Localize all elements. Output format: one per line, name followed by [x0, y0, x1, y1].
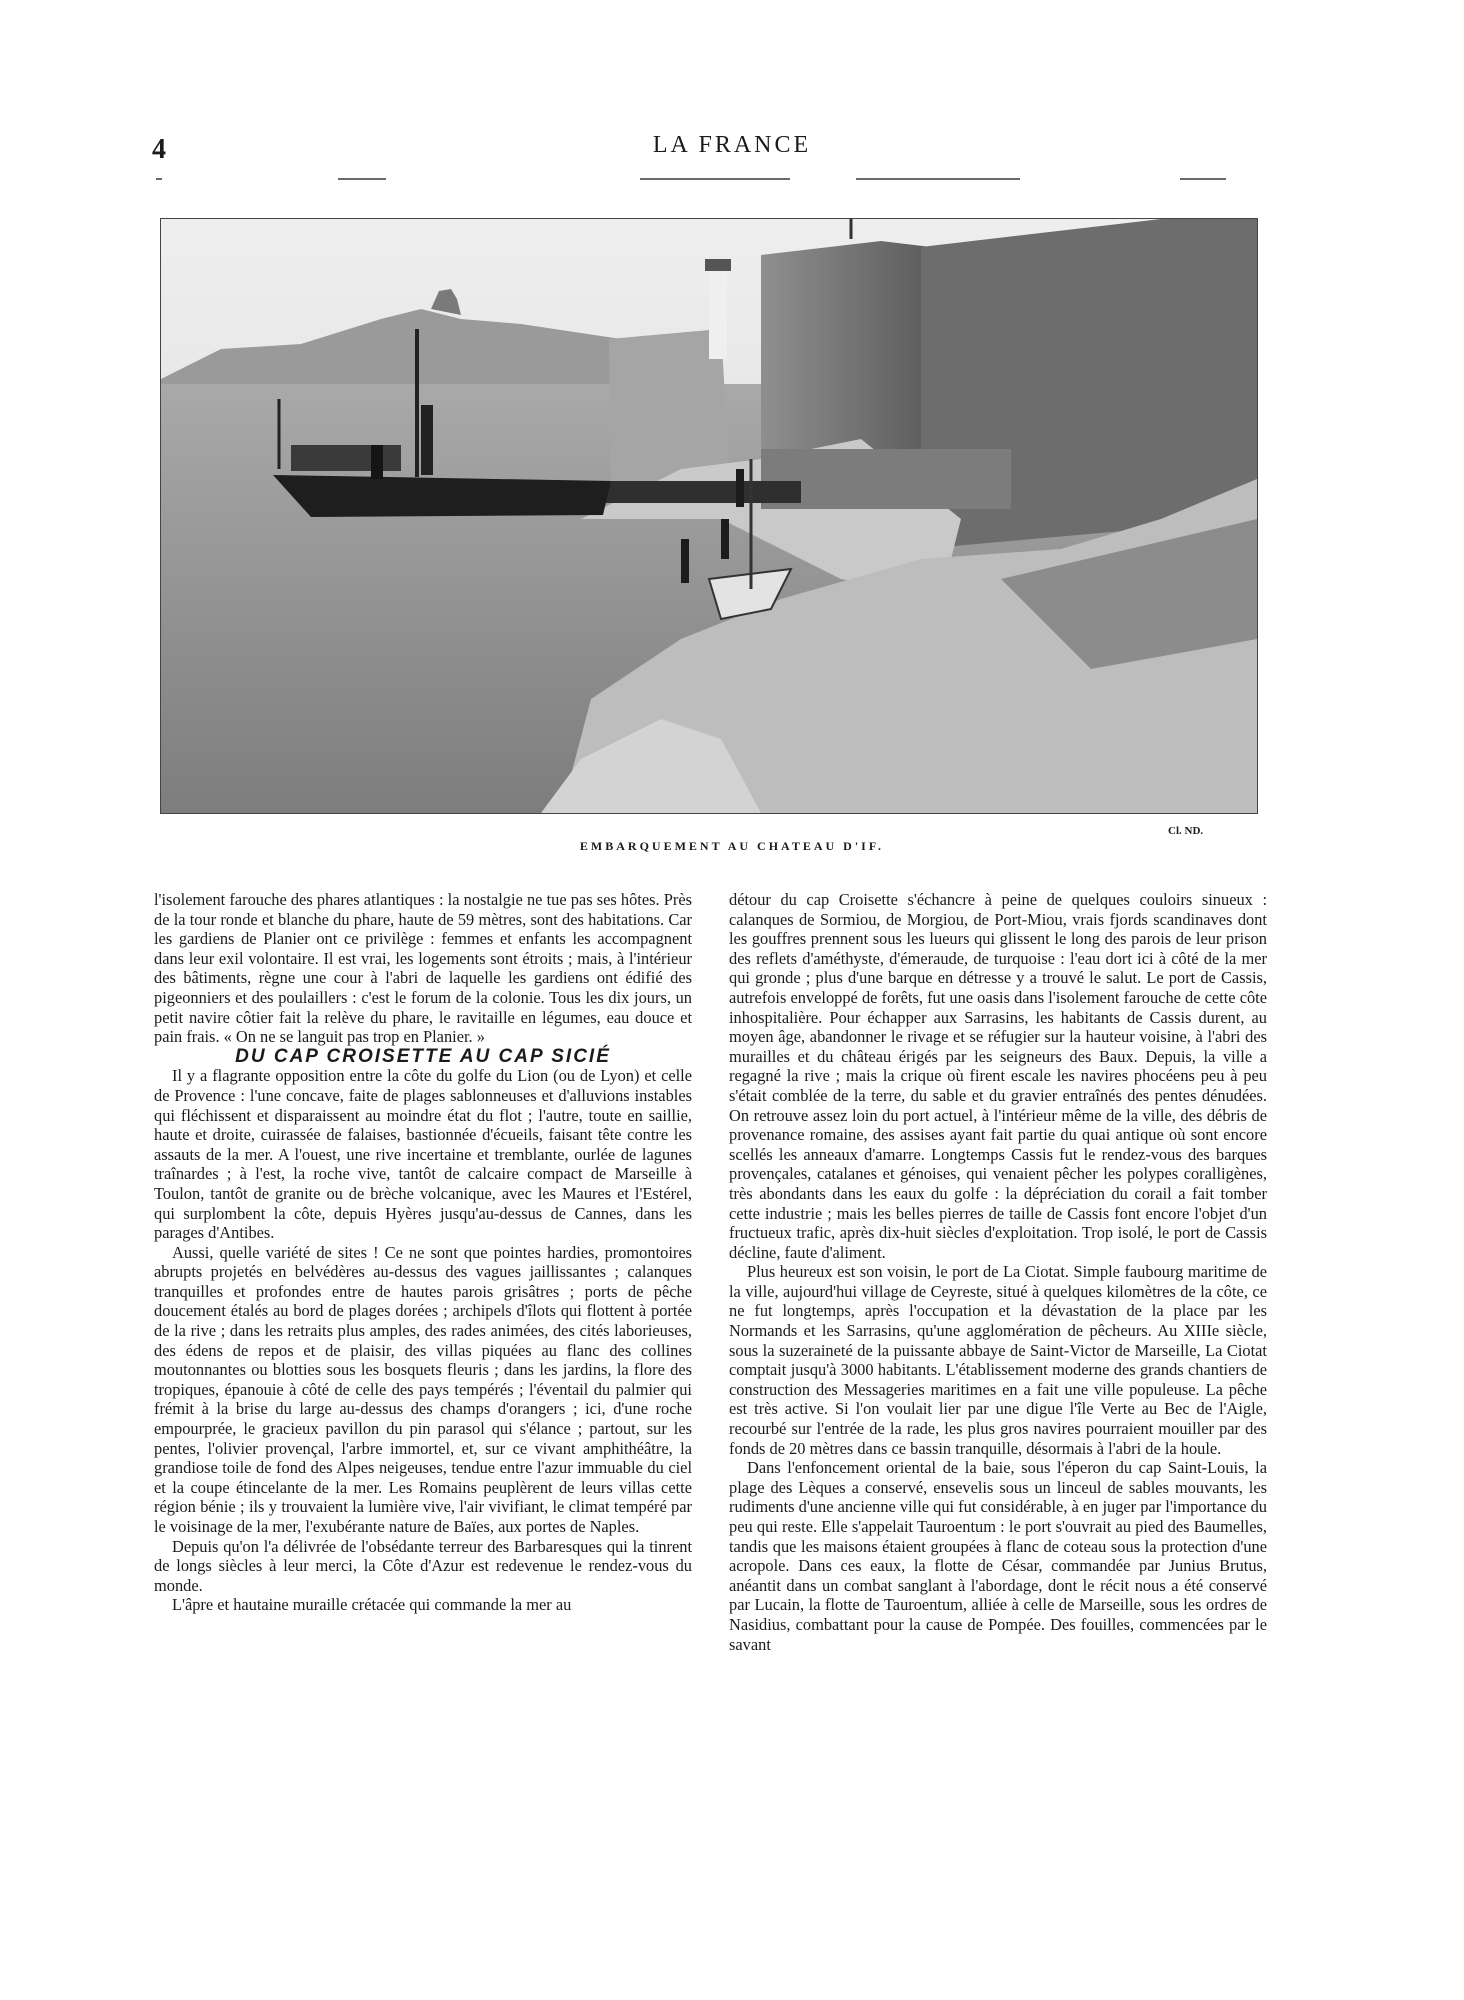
body-paragraph: Il y a flagrante opposition entre la côte du golfe du Lion (ou de Lyon) et celle de Provence : l'une concave, faite de plages sablonneuses et d'alluvions instables qui fléchissent et disparaissent au moindre état du flot ; l'autre, toute en saillie, haute et droite, cuirassée de falaises, bastionnée d'écueils, faisant tête contre les assauts de la mer. A l'ouest, une rive incertaine et tremblante, ourlée de lagunes traînardes ; à l'est, la roche vive, tantôt de calcaire compact de Marseille à Toulon, tantôt de granite ou de brèche volcanique, avec les Maures et l'Estérel, qui surplombent la côte, depuis Hyères jusqu'au-dessus de Cannes, dans les parages d'Antibes. [154, 1066, 692, 1243]
header-rule [856, 178, 1020, 180]
page-number: 4 [152, 134, 166, 165]
header-rule [156, 178, 162, 180]
photo-caption: EMBARQUEMENT AU CHATEAU D'IF. [579, 839, 885, 853]
photo-embarkation [160, 218, 1258, 814]
header-rule [338, 178, 386, 180]
header-rule [640, 178, 790, 180]
section-title: DU CAP CROISETTE AU CAP SICIÉ [235, 1045, 611, 1067]
body-paragraph: L'âpre et hautaine muraille crétacée qui commande la mer au [172, 1595, 572, 1615]
photo-credit: Cl. ND. [1168, 825, 1204, 837]
body-paragraph: Plus heureux est son voisin, le port de La Ciotat. Simple faubourg maritime de la ville, aujourd'hui village de Ceyreste, situé à quelques kilomètres de la côte, ce ne fut longtemps, après l'occupation et la dévastation de la place par les Normands et les Sarrasins, qu'une agglomération de pêcheurs. Au XIIIe siècle, sous la suzeraineté de la puissante abbaye de Saint-Victor de Marseille, La Ciotat comptait jusqu'à 3000 habitants. L'établissement moderne des grands chantiers de construction des Messageries maritimes en a fait une ville populeuse. La pêche est très active. Si l'on voulait lier par une digue l'île Verte au Bec de l'Aigle, recourbé sur l'entrée de la rade, les plus gros navires pourraient mouiller par des fonds de 20 mètres dans ce bassin tranquille, désormais à l'abri de la houle. [729, 1262, 1267, 1458]
body-paragraph: Aussi, quelle variété de sites ! Ce ne sont que pointes hardies, promontoires abrupts projetés en belvédères au-dessus des vagues jaillissantes ; calanques tranquilles et profondes entre de hautes parois grisâtres ; ports de pêche doucement étalés au bord de plages dorées ; archipels d'îlots qui flottent à portée de la rive ; dans les retraits plus amples, des rades animées, des cités laborieuses, des édens de repos et de plaisir, des villas piquées au flanc des collines moutonnantes ou blotties sous les bosquets fleuris ; dans les jardins, la flore des tropiques, épanouie à côté de celle des pays tempérés ; l'éventail du palmier qui frémit à la brise du large au-dessus des champs d'orangers ; ici, d'une roche empourprée, le gracieux pavillon du pin parasol qui s'élance ; partout, sur les pentes, l'olivier provençal, l'arbre immortel, et, sur ce vivant amphithéâtre, la grandiose toile de fond des Alpes neigeuses, tendue entre l'azur immuable du ciel et la coupe étincelante de la mer. Les Romains peuplèrent de leurs villas cette région bénie ; ils y trouvaient la lumière vive, l'air vivifiant, le climat tempéré par le voisinage de la mer, l'exubérante nature de Baïes, aux portes de Naples. [154, 1242, 692, 1536]
left-column [154, 890, 692, 1615]
intro-paragraph: l'isolement farouche des phares atlantiques : la nostalgie ne tue pas ses hôtes. Près de la tour ronde et blanche du phare, haute de 59 mètres, sont des habitations. Car les gardiens de Planier ont ce privilège : femmes et enfants les accompagnent dans leur exil volontaire. Il est vrai, les logements sont étroits ; mais, à l'intérieur des bâtiments, règne une cour à l'abri de laquelle les gardiens ont édifié des pigeonniers et des poulaillers : c'est le forum de la colonie. Tous les dix jours, un petit navire côtier fait la relève du phare, le ravitaille en légumes, eau douce et pain frais. « On ne se languit pas trop en Planier. » [154, 890, 692, 1047]
right-column [729, 890, 1267, 1654]
photo-illustration [161, 219, 1257, 813]
header-rule [1180, 178, 1226, 180]
page-title: LA FRANCE [652, 132, 812, 158]
body-paragraph: Dans l'enfoncement oriental de la baie, sous l'éperon du cap Saint-Louis, la plage des Lèques a conservé, ensevelis sous un linceul de sables mouvants, les rudiments d'une ancienne ville qui fut considérable, à en juger par l'importance du peu qui reste. Elle s'appelait Tauroentum : le port s'ouvrait au pied des Baumelles, tandis que les maisons étaient groupées à flanc de coteau sous la protection d'une acropole. Dans ces eaux, la flotte de César, commandée par Junius Brutus, anéantit dans un combat sanglant à l'abordage, dont le récit nous a été conservé par Lucain, la flotte de Tauroentum, alliée à celle de Marseille, sous les ordres de Nasidius, combattant pour la cause de Pompée. Des fouilles, commencées par le savant [729, 1458, 1267, 1654]
body-paragraph: Depuis qu'on l'a délivrée de l'obsédante terreur des Barbaresques qui la tinrent de longs siècles à leur merci, la Côte d'Azur est redevenue le rendez-vous du monde. [154, 1536, 692, 1595]
body-paragraph: détour du cap Croisette s'échancre à peine de quelques couloirs sinueux : calanques de Sormiou, de Morgiou, de Port-Miou, vrais fjords scandinaves dont les gouffres prennent sous les lueurs qui glissent le long des parois de leur prison des reflets d'améthyste, d'émeraude, de turquoise : l'eau dort ici à côté de la mer qui gronde ; plus d'une barque en détresse y a trouvé le salut. Le port de Cassis, autrefois enveloppé de forêts, fut une oasis dans l'isolement farouche de cette côte inhospitalière. Pour échapper aux Sarrasins, les habitants de Cassis durent, au moyen âge, abandonner le rivage et se réfugier sur la hauteur voisine, à l'abri des murailles et du château érigés par les seigneurs des Baux. Depuis, la ville a regagné la rive ; mais la crique où firent escale les navires phocéens peu à peu s'était comblée de la terre, du sable et du gravier entraînés des pentes dénudées. On retrouve assez loin du port actuel, à l'intérieur même de la ville, des débris de provenance romaine, des assises ayant fait partie du quai antique où sont encore scellés les anneaux d'amarre. Longtemps Cassis fut le rendez-vous des barques provençales, catalanes et génoises, qui venaient pêcher les polypes coralligènes, très abondants dans les eaux du golfe : la dépréciation du corail a fait tomber cette industrie ; mais les belles pierres de taille de Cassis font encore l'objet d'un fructueux trafic, après dix-huit siècles d'exploitation. Trop isolé, le port de Cassis décline, faute d'aliment. [729, 890, 1267, 1262]
